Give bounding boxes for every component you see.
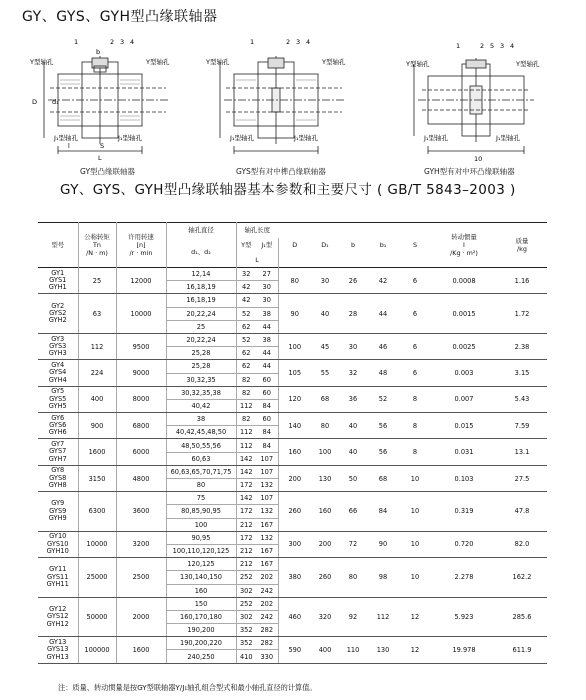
cell-i: 0.720 [431,531,497,557]
cell-s: 6 [399,268,431,294]
bore-cell: 90,95 [166,531,236,544]
len-y-cell: 62 [236,347,256,360]
cell-d1: 55 [311,360,339,386]
cell-b: 40 [339,413,367,439]
model-cell: GY5 GYS5 GYH5 [38,386,78,412]
cell-d1: 45 [311,333,339,359]
table-row [38,439,547,452]
gy-coupling-drawing [28,36,188,164]
cell-s: 8 [399,413,431,439]
len-j-cell: 60 [256,373,278,386]
len-y-cell: 112 [236,399,256,412]
callout-1: 1 [74,38,79,46]
cell-b: 80 [339,558,367,598]
len-j-cell: 44 [256,360,278,373]
cell-b: 92 [339,597,367,637]
y-bore-label-right: Y型轴孔 [322,58,346,66]
len-y-cell: 82 [236,413,256,426]
dim-D: D [32,98,38,106]
len-y-cell: 52 [236,333,256,346]
dim-b: b [96,48,101,56]
cell-i: 0.015 [431,413,497,439]
len-y-cell: 352 [236,637,256,650]
table-row [38,386,547,399]
header-D: D [292,241,298,249]
table-body [38,268,547,664]
cell-b1: 44 [367,294,399,334]
cell-b1: 52 [367,386,399,412]
table-row [38,465,547,478]
bore-cell: 160 [166,584,236,597]
callout-4: 4 [130,38,135,46]
y-bore-label-left: Y型轴孔 [406,60,430,68]
y-bore-label-right: Y型轴孔 [146,58,170,66]
len-j-cell: 282 [256,624,278,637]
cell-d1: 200 [311,531,339,557]
cell-d: 90 [278,294,311,334]
cell-b1: 130 [367,637,399,663]
len-j-cell: 132 [256,505,278,518]
len-y-cell: 212 [236,518,256,531]
cell-d: 200 [278,465,311,491]
model-cell: GY12 GYS12 GYH12 [38,597,78,637]
len-y-cell: 42 [236,294,256,307]
cell-d: 160 [278,439,311,465]
cell-b1: 42 [367,268,399,294]
bore-cell: 160,170,180 [166,610,236,623]
len-y-cell: 252 [236,597,256,610]
cell-d1: 80 [311,413,339,439]
j1-bore-label-left: J₁型轴孔 [424,134,449,142]
header-model: 型号 [38,223,78,268]
gyh-coupling-drawing [404,36,564,164]
callout-1: 1 [456,42,461,50]
cell-m: 82.0 [497,531,547,557]
cell-d: 105 [278,360,311,386]
cell-d1: 30 [311,268,339,294]
len-y-cell: 82 [236,373,256,386]
len-y-cell: 172 [236,505,256,518]
len-y-cell: 302 [236,584,256,597]
cell-b: 30 [339,333,367,359]
cell-i: 0.007 [431,386,497,412]
torque-cell: 6300 [78,492,116,532]
cell-s: 10 [399,492,431,532]
header-mass: 质量 /kg [515,237,529,253]
y-bore-label-left: Y型轴孔 [30,58,54,66]
callout-4: 4 [510,42,515,50]
model-cell: GY8 GYS8 GYH8 [38,465,78,491]
bore-cell: 75 [166,492,236,505]
len-j-cell: 242 [256,610,278,623]
j1-bore-label-right: J₁型轴孔 [496,134,521,142]
torque-cell: 3150 [78,465,116,491]
bore-cell: 40,42,45,48,50 [166,426,236,439]
cell-d: 80 [278,268,311,294]
bore-cell: 30,32,35,38 [166,386,236,399]
len-y-cell: 172 [236,531,256,544]
table-row [38,360,547,373]
cell-b1: 90 [367,531,399,557]
cell-b1: 112 [367,597,399,637]
cell-d1: 68 [311,386,339,412]
cell-m: 285.6 [497,597,547,637]
header-length: 轴孔长度 [244,226,271,235]
bore-cell: 150 [166,597,236,610]
len-y-cell: 212 [236,544,256,557]
table-row [38,333,547,346]
len-j-cell: 107 [256,452,278,465]
len-j-cell: 38 [256,307,278,320]
cell-b: 32 [339,360,367,386]
len-j-cell: 84 [256,426,278,439]
speed-cell: 6800 [116,413,166,439]
model-cell: GY13 GYS13 GYH13 [38,637,78,663]
dim-l: l [68,142,70,150]
parameters-table [38,222,547,664]
y-bore-label-left: Y型轴孔 [206,58,230,66]
speed-cell: 1600 [116,637,166,663]
cell-b: 72 [339,531,367,557]
table-row [38,637,547,650]
header-b: b [350,241,356,249]
cell-b: 110 [339,637,367,663]
speed-cell: 8000 [116,386,166,412]
y-bore-label-right: Y型轴孔 [516,60,540,68]
bore-cell: 16,18,19 [166,294,236,307]
torque-cell: 10000 [78,531,116,557]
cell-d: 140 [278,413,311,439]
table-row [38,597,547,610]
dim-d1: d₁ [52,98,59,106]
callout-5: 5 [490,42,495,50]
cell-m: 162.2 [497,558,547,598]
bore-cell: 240,250 [166,650,236,663]
len-j-cell: 242 [256,584,278,597]
callout-1: 1 [250,38,255,46]
header-inertia: 转动惯量 I /Kg · m²) [450,233,478,257]
bore-cell: 25,28 [166,360,236,373]
len-j-cell: 167 [256,558,278,571]
cell-d: 120 [278,386,311,412]
torque-cell: 112 [78,333,116,359]
header-b1: b₁ [379,241,387,249]
cell-b1: 84 [367,492,399,532]
cell-d: 590 [278,637,311,663]
cell-s: 6 [399,360,431,386]
cell-d1: 130 [311,465,339,491]
bore-cell: 120,125 [166,558,236,571]
figure-caption-gys: GYS型有对中榫凸缘联轴器 [236,167,326,176]
model-cell: GY2 GYS2 GYH2 [38,294,78,334]
cell-b: 26 [339,268,367,294]
cell-i: 0.0015 [431,294,497,334]
len-j-cell: 167 [256,544,278,557]
cell-s: 6 [399,294,431,334]
model-cell: GY6 GYS6 GYH6 [38,413,78,439]
callout-2: 2 [286,38,291,46]
bore-cell: 100 [166,518,236,531]
len-y-cell: 42 [236,281,256,294]
len-y-cell: 410 [236,650,256,663]
figure-caption-gy: GY型凸缘联轴器 [80,167,136,176]
dim-L: L [98,154,102,162]
model-cell: GY11 GYS11 GYH11 [38,558,78,598]
cell-i: 0.319 [431,492,497,532]
footnote: 注：质量、转动惯量是按GY型联轴器Y/J₁轴孔组合型式和最小轴孔直径的计算值。 [58,683,317,692]
bore-cell: 48,50,55,56 [166,439,236,452]
torque-cell: 25000 [78,558,116,598]
cell-b1: 98 [367,558,399,598]
cell-b: 66 [339,492,367,532]
len-j-cell: 107 [256,465,278,478]
len-j-cell: 84 [256,399,278,412]
len-j-cell: 30 [256,281,278,294]
speed-cell: 3600 [116,492,166,532]
cell-i: 0.0025 [431,333,497,359]
cell-b1: 56 [367,439,399,465]
cell-s: 8 [399,386,431,412]
gys-coupling-drawing [204,36,364,164]
header-bore: 轴孔直径 [166,223,236,238]
len-j-cell: 330 [256,650,278,663]
cell-b: 28 [339,294,367,334]
bore-cell: 80,85,90,95 [166,505,236,518]
model-cell: GY9 GYS9 GYH9 [38,492,78,532]
cell-m: 1.72 [497,294,547,334]
len-y-cell: 62 [236,320,256,333]
header-torque: 公称转矩 Tn /N · m) [78,223,116,268]
bore-cell: 20,22,24 [166,307,236,320]
table-row [38,268,547,281]
cell-d: 260 [278,492,311,532]
cell-m: 7.59 [497,413,547,439]
cell-d1: 260 [311,558,339,598]
callout-4: 4 [306,38,311,46]
header-len-j: J₁型 [256,238,278,253]
torque-cell: 100000 [78,637,116,663]
table-title: GY、GYS、GYH型凸缘联轴器基本参数和主要尺寸 ( GB/T 5843–2003 ) [60,182,516,198]
cell-d: 460 [278,597,311,637]
cell-b1: 46 [367,333,399,359]
bore-cell: 60,63 [166,452,236,465]
model-cell: GY3 GYS3 GYH3 [38,333,78,359]
len-j-cell: 132 [256,531,278,544]
header-bore-sym: d₁、d₂ [166,238,236,268]
figure-caption-gyh: GYH型有对中环凸缘联轴器 [424,167,515,176]
cell-m: 27.5 [497,465,547,491]
len-y-cell: 52 [236,307,256,320]
len-y-cell: 302 [236,610,256,623]
cell-b: 50 [339,465,367,491]
model-cell: GY1 GYS1 GYH1 [38,268,78,294]
bore-cell: 80 [166,479,236,492]
len-j-cell: 27 [256,268,278,281]
cell-b1: 56 [367,413,399,439]
cell-i: 0.031 [431,439,497,465]
len-y-cell: 142 [236,492,256,505]
cell-d1: 100 [311,439,339,465]
cell-d: 300 [278,531,311,557]
len-j-cell: 60 [256,413,278,426]
cell-d1: 400 [311,637,339,663]
cell-b: 36 [339,386,367,412]
j1-bore-label-right: J₁型轴孔 [294,134,319,142]
page-title: GY、GYS、GYH型凸缘联轴器 [22,9,218,25]
len-y-cell: 32 [236,268,256,281]
speed-cell: 10000 [116,294,166,334]
cell-d1: 40 [311,294,339,334]
cell-i: 5.923 [431,597,497,637]
bore-cell: 25 [166,320,236,333]
len-y-cell: 142 [236,465,256,478]
torque-cell: 400 [78,386,116,412]
cell-d: 380 [278,558,311,598]
table-row [38,294,547,307]
speed-cell: 4800 [116,465,166,491]
dim-S: S [100,142,105,150]
cell-i: 19.978 [431,637,497,663]
j1-bore-label-right: J₁型轴孔 [118,134,143,142]
cell-s: 12 [399,637,431,663]
len-j-cell: 202 [256,571,278,584]
cell-i: 2.278 [431,558,497,598]
cell-m: 3.15 [497,360,547,386]
torque-cell: 900 [78,413,116,439]
j1-bore-label-left: J₁型轴孔 [230,134,255,142]
len-j-cell: 44 [256,320,278,333]
model-cell: GY10 GYS10 GYH10 [38,531,78,557]
len-y-cell: 212 [236,558,256,571]
table-row [38,492,547,505]
cell-b1: 68 [367,465,399,491]
cell-d1: 320 [311,597,339,637]
cell-b: 40 [339,439,367,465]
cell-s: 12 [399,597,431,637]
torque-cell: 1600 [78,439,116,465]
cell-m: 611.9 [497,637,547,663]
model-cell: GY7 GYS7 GYH7 [38,439,78,465]
cell-b1: 48 [367,360,399,386]
j1-bore-label-left: J₁型轴孔 [54,134,79,142]
cell-m: 47.8 [497,492,547,532]
len-j-cell: 60 [256,386,278,399]
cell-d1: 160 [311,492,339,532]
model-cell: GY4 GYS4 GYH4 [38,360,78,386]
header-speed: 许用转速 [n] /r · min [116,223,166,268]
len-j-cell: 30 [256,294,278,307]
cell-i: 0.103 [431,465,497,491]
header-S: S [412,241,418,249]
len-j-cell: 107 [256,492,278,505]
torque-cell: 25 [78,268,116,294]
bore-cell: 20,22,24 [166,333,236,346]
cell-s: 6 [399,333,431,359]
speed-cell: 3200 [116,531,166,557]
bore-cell: 100,110,120,125 [166,544,236,557]
table-row [38,413,547,426]
cell-s: 10 [399,465,431,491]
len-j-cell: 132 [256,479,278,492]
header-len-L: L [236,253,278,268]
callout-2: 2 [110,38,115,46]
speed-cell: 6000 [116,439,166,465]
len-j-cell: 202 [256,597,278,610]
cell-s: 10 [399,531,431,557]
cell-d: 100 [278,333,311,359]
len-y-cell: 82 [236,386,256,399]
len-y-cell: 172 [236,479,256,492]
len-j-cell: 282 [256,637,278,650]
bore-cell: 40,42 [166,399,236,412]
bore-cell: 190,200,220 [166,637,236,650]
speed-cell: 12000 [116,268,166,294]
len-j-cell: 167 [256,518,278,531]
len-y-cell: 62 [236,360,256,373]
callout-3: 3 [500,42,505,50]
callout-3: 3 [296,38,301,46]
speed-cell: 2500 [116,558,166,598]
torque-cell: 224 [78,360,116,386]
cell-s: 8 [399,439,431,465]
table-row [38,531,547,544]
cell-m: 5.43 [497,386,547,412]
len-j-cell: 38 [256,333,278,346]
cell-m: 1.16 [497,268,547,294]
cell-s: 10 [399,558,431,598]
dim-10: 10 [474,155,483,163]
cell-m: 13.1 [497,439,547,465]
header-D1: D₁ [321,241,329,249]
len-y-cell: 142 [236,452,256,465]
bore-cell: 130,140,150 [166,571,236,584]
callout-3: 3 [120,38,125,46]
bore-cell: 38 [166,413,236,426]
bore-cell: 16,18,19 [166,281,236,294]
bore-cell: 190,200 [166,624,236,637]
speed-cell: 2000 [116,597,166,637]
header-len-y: Y型 [241,241,252,249]
cell-m: 2.38 [497,333,547,359]
bore-cell: 60,63,65,70,71,75 [166,465,236,478]
cell-i: 0.0008 [431,268,497,294]
len-y-cell: 352 [236,624,256,637]
bore-cell: 25,28 [166,347,236,360]
bore-cell: 30,32,35 [166,373,236,386]
bore-cell: 12,14 [166,268,236,281]
table-row [38,558,547,571]
torque-cell: 63 [78,294,116,334]
speed-cell: 9500 [116,333,166,359]
cell-i: 0.003 [431,360,497,386]
len-y-cell: 112 [236,426,256,439]
torque-cell: 50000 [78,597,116,637]
len-j-cell: 84 [256,439,278,452]
callout-2: 2 [480,42,485,50]
len-j-cell: 44 [256,347,278,360]
len-y-cell: 112 [236,439,256,452]
speed-cell: 9000 [116,360,166,386]
len-y-cell: 252 [236,571,256,584]
